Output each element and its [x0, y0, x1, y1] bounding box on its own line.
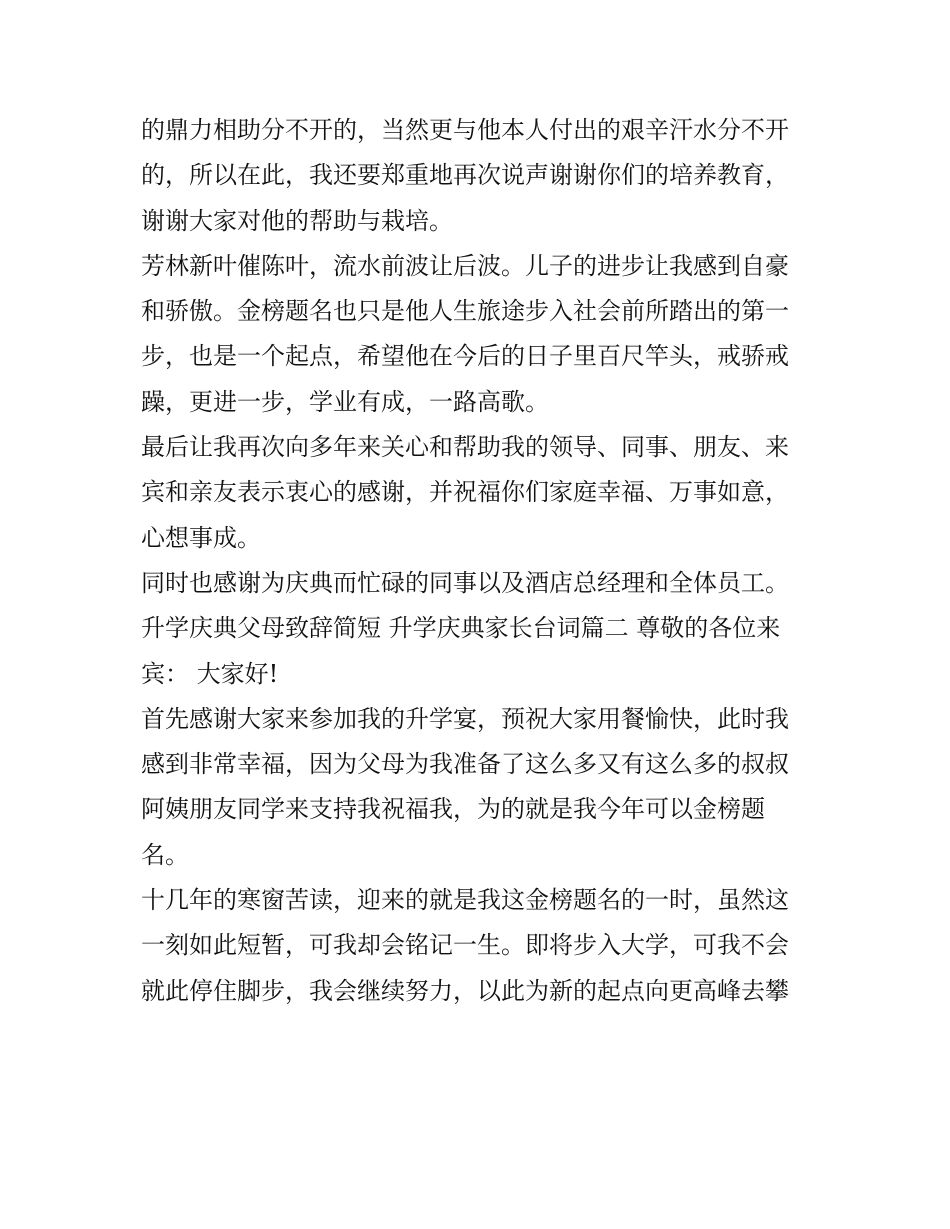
text-line: 步，也是一个起点，希望他在今后的日子里百尺竿头，戒骄戒	[141, 342, 789, 371]
text-line: 阿姨朋友同学来支持我祝福我，为的就是我今年可以金榜题	[141, 795, 765, 824]
text-line: 十几年的寒窗苦读，迎来的就是我这金榜题名的一时，虽然这	[141, 886, 789, 915]
text-line: 宾和亲友表示衷心的感谢，并祝福你们家庭幸福、万事如意，	[141, 478, 789, 507]
text-line: 和骄傲。金榜题名也只是他人生旅途步入社会前所踏出的第一	[141, 297, 789, 326]
text-line: 谢谢大家对他的帮助与栽培。	[141, 206, 453, 235]
text-line: 宾： 大家好!	[141, 659, 279, 688]
text-line: 的鼎力相助分不开的，当然更与他本人付出的艰辛汗水分不开	[141, 116, 789, 144]
text-line: 首先感谢大家来参加我的升学宴，预祝大家用餐愉快，此时我	[141, 704, 789, 733]
text-line: 心想事成。	[141, 523, 261, 552]
text-line: 最后让我再次向多年来关心和帮助我的领导、同事、朋友、来	[141, 433, 789, 462]
text-line: 名。	[141, 840, 189, 869]
text-line: 感到非常幸福，因为父母为我准备了这么多又有这么多的叔叔	[141, 750, 789, 779]
text-line: 升学庆典父母致辞简短 升学庆典家长台词篇二 尊敬的各位来	[141, 614, 781, 643]
text-line: 芳林新叶催陈叶，流水前波让后波。儿子的进步让我感到自豪	[141, 251, 789, 280]
text-line: 的，所以在此，我还要郑重地再次说声谢谢你们的培养教育，	[141, 161, 789, 190]
text-line: 一刻如此短暂，可我却会铭记一生。即将步入大学，可我不会	[141, 931, 789, 960]
text-line: 躁，更进一步，学业有成，一路高歌。	[141, 387, 549, 416]
text-line: 同时也感谢为庆典而忙碌的同事以及酒店总经理和全体员工。	[141, 568, 789, 597]
body-text	[141, 108, 821, 1014]
text-line: 就此停住脚步，我会继续努力，以此为新的起点向更高峰去攀	[141, 976, 789, 1005]
